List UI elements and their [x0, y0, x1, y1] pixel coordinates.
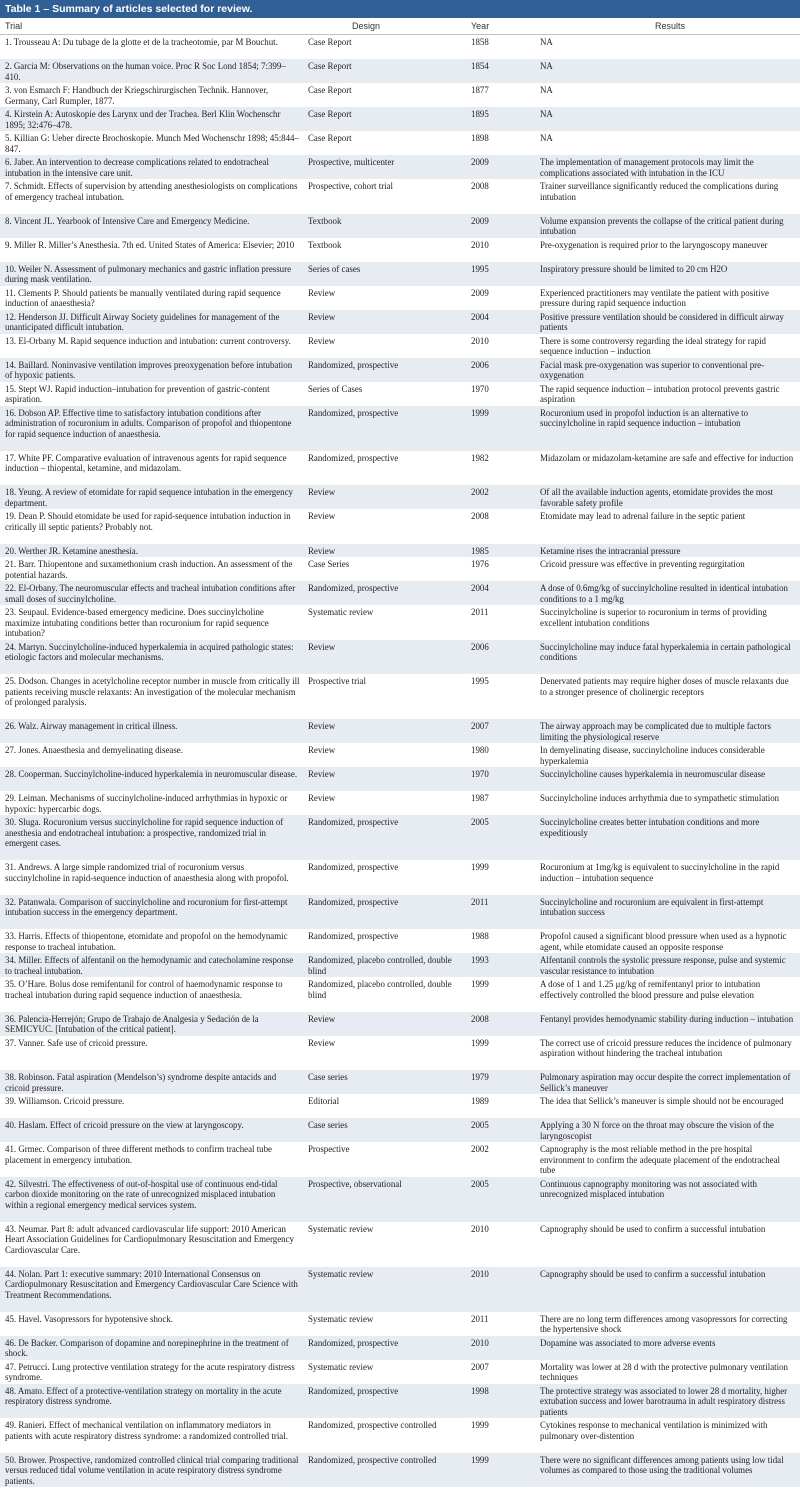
year-cell: 2010 [471, 1268, 489, 1279]
trial-cell: 32. Patanwala. Comparison of succinylcholine and rocuronium for first-attempt intubation success in the emergency department. [5, 896, 288, 917]
table-caption: Table 1 – Summary of articles selected for review. [0, 0, 800, 18]
trial-cell: 25. Dodson. Changes in acetylcholine receptor number in muscle from critically ill patients receiving muscle relaxants: An investigation of the molecular mechanism of prolonged paralysis. [5, 676, 300, 707]
trial-cell: 5. Killian G: Ueber directe Brochoskopie. Munch Med Wochenschr 1898; 45:844–847. [5, 133, 299, 154]
design-cell: Case series [308, 1120, 348, 1130]
table-row [0, 929, 800, 953]
results-cell: NA [540, 85, 553, 95]
design-cell: Case Report [308, 61, 352, 71]
results-cell: A dose of 0.6mg/kg of succinylcholine resulted in identical intubation conditions to a 1 mg/kg [540, 583, 788, 604]
table-row [0, 1118, 800, 1142]
trial-cell: 42. Silvestri. The effectiveness of out-of-hospital use of continuous end-tidal carbon dioxide monitoring on the rate of unrecognized misplaced intubation within a regional emergency medical services system. [5, 1178, 278, 1210]
table-row [0, 860, 800, 895]
design-cell: Prospective, cohort trial [308, 181, 394, 191]
table-row [0, 977, 800, 1012]
design-cell: Randomized, placebo controlled, double blind [308, 979, 452, 1000]
table-row [0, 214, 800, 238]
year-cell: 1999 [471, 979, 489, 989]
table-row [0, 743, 800, 767]
design-cell: Systematic review [308, 607, 374, 617]
results-cell: The implementation of management protocols may limit the complications associated with intubation in the ICU [540, 157, 754, 178]
table-row [0, 953, 800, 977]
trial-cell: 12. Henderson JJ. Difficult Airway Society guidelines for management of the unanticipated difficult intubation. [5, 311, 280, 332]
table-row [0, 131, 800, 155]
column-header-year: Year [471, 21, 490, 31]
trial-cell: 39. Williamson. Cricoid pressure. [5, 1096, 125, 1106]
results-cell: Positive pressure ventilation should be considered in difficult airway patients [540, 311, 784, 332]
table-row [0, 59, 800, 83]
trial-cell: 19. Dean P. Should etomidate be used for rapid-sequence intubation induction in critically ill septic patients? Probably not. [5, 511, 291, 532]
table-row [0, 1384, 800, 1419]
year-cell: 1877 [471, 85, 489, 95]
results-cell: Cytokines response to mechanical ventilation is minimized with pulmonary over-distention [540, 1420, 768, 1441]
year-cell: 2009 [471, 287, 489, 298]
design-cell: Review [308, 311, 336, 322]
column-header-design: Design [352, 21, 381, 31]
design-cell: Review [308, 287, 336, 298]
table-row [0, 815, 800, 860]
results-cell: Capnography is the most reliable method in the pre hospital environment to confirm the adequate placement of the endotracheal tube [540, 1144, 781, 1175]
trial-cell: 43. Neumar. Part 8: adult advanced cardiovascular life support: 2010 American Heart Association Guidelines for Cardiopulmonary Resuscitation and Emergency Cardiovascular Care. [5, 1223, 294, 1255]
results-cell: Mortality was lower at 28 d with the protective pulmonary ventilation techniques [540, 1361, 788, 1382]
results-cell: Midazolam or midazolam-ketamine are safe and effective for induction [540, 452, 794, 463]
results-cell: Ketamine rises the intracranial pressure [540, 545, 681, 556]
design-cell: Systematic review [308, 1223, 374, 1234]
year-cell: 2010 [471, 239, 489, 250]
results-cell: Propofol caused a significant blood pressure when used as a hypnotic agent, while etomidate caused an opposite response [540, 931, 787, 952]
design-cell: Prospective trial [308, 676, 366, 686]
year-cell: 2009 [471, 157, 489, 167]
year-cell: 1999 [471, 1420, 489, 1430]
results-cell: Applying a 30 N force on the throat may obscure the vision of the laryngoscopist [540, 1120, 774, 1141]
design-cell: Review [308, 545, 336, 556]
design-cell: Case series [308, 1072, 348, 1082]
column-header-trial: Trial [5, 21, 23, 31]
trial-cell: 8. Vincent JL. Yearbook of Intensive Care and Emergency Medicine. [5, 215, 250, 226]
design-cell: Randomized, prospective [308, 452, 399, 463]
results-cell: The rapid sequence induction – intubation protocol prevents gastric aspiration [540, 383, 780, 404]
design-cell: Randomized, prospective controlled [308, 1420, 437, 1430]
results-cell: Alfentanil controls the systolic pressure response, pulse and systemic vascular resistance to intubation [540, 955, 786, 976]
results-cell: Inspiratory pressure should be limited to 20 cm H2O [540, 263, 728, 274]
results-cell: Facial mask pre-oxygenation was superior to conventional pre-oxygenation [540, 359, 765, 380]
table-row [0, 895, 800, 930]
trial-cell: 35. O’Hare. Bolus dose remifentanil for control of haemodynamic response to tracheal intubation during rapid sequence induction of anaesthesia. [5, 979, 283, 1000]
year-cell: 2005 [471, 1178, 489, 1189]
trial-cell: 3. von Esmarch F: Handbuch der Kriegschirurgischen Technik. Hannover, Germany, Carl Rumpler, 1877. [5, 85, 269, 106]
design-cell: Prospective [308, 1144, 350, 1154]
trial-cell: 31. Andrews. A large simple randomized trial of rocuronium versus succinylcholine in rapid-sequence induction of anaesthesia along with propofol. [5, 862, 289, 883]
results-cell: There are no long term differences among vasopressors for correcting the hypertensive shock [540, 1313, 788, 1334]
design-cell: Randomized, prospective [308, 583, 399, 593]
trial-cell: 2. Garcia M: Observations on the human voice. Proc R Soc Lond 1854; 7:399–410. [5, 61, 286, 82]
year-cell: 2004 [471, 311, 489, 322]
year-cell: 1998 [471, 1385, 489, 1396]
results-cell: NA [540, 37, 553, 47]
year-cell: 1995 [471, 676, 489, 686]
results-cell: Fentanyl provides hemodynamic stability during induction – intubation [540, 1013, 794, 1024]
design-cell: Randomized, placebo controlled, double blind [308, 955, 452, 976]
design-cell: Review [308, 1037, 336, 1048]
design-cell: Randomized, prospective controlled [308, 1454, 437, 1465]
design-cell: Randomized, prospective [308, 359, 399, 370]
design-cell: Randomized, prospective [308, 1337, 399, 1348]
results-cell: The airway approach may be complicated due to multiple factors limiting the physiological reserve [540, 721, 771, 742]
trial-cell: 27. Jones. Anaesthesia and demyelinating disease. [5, 745, 183, 755]
year-cell: 1970 [471, 769, 489, 779]
trial-cell: 4. Kirstein A: Autoskopie des Larynx und der Trachea. Berl Klin Wochenschr 1895; 32:476–478. [5, 109, 281, 130]
table-row [0, 262, 800, 286]
table-row [0, 358, 800, 382]
year-cell: 1989 [471, 1096, 489, 1106]
year-cell: 2011 [471, 607, 489, 617]
trial-cell: 15. Stept WJ. Rapid induction–intubation for prevention of gastric-content aspiration. [5, 383, 270, 404]
trial-cell: 13. El-Orbany M. Rapid sequence induction and intubation: current controversy. [5, 335, 291, 346]
year-cell: 2008 [471, 181, 489, 191]
results-cell: Continuous capnography monitoring was not associated with unrecognized misplaced intubation [540, 1178, 757, 1199]
year-cell: 1988 [471, 931, 489, 941]
year-cell: 2005 [471, 1120, 489, 1130]
design-cell: Textbook [308, 215, 342, 226]
table-row [0, 581, 800, 605]
trial-cell: 24. Martyn. Succinylcholine-induced hyperkalemia in acquired pathologic states: etiologic factors and molecular mechanisms. [5, 641, 294, 662]
year-cell: 1979 [471, 1072, 489, 1082]
results-cell: NA [540, 61, 553, 71]
design-cell: Randomized, prospective [308, 817, 399, 827]
table-row [0, 382, 800, 406]
trial-cell: 10. Weiler N. Assessment of pulmonary mechanics and gastric inflation pressure during mask ventilation. [5, 263, 292, 284]
year-cell: 2009 [471, 215, 489, 226]
design-cell: Randomized, prospective [308, 1385, 399, 1396]
table-row [0, 451, 800, 486]
table-row [0, 485, 800, 509]
trial-cell: 1. Trousseau A: Du tubage de la glotte et de la tracheotomie, par M Bouchut. [5, 37, 278, 47]
design-cell: Review [308, 487, 336, 497]
table-row [0, 791, 800, 815]
trial-cell: 7. Schmidt. Effects of supervision by attending anesthesiologists on complications of emergency tracheal intubation. [5, 181, 298, 202]
trial-cell: 37. Vanner. Safe use of cricoid pressure. [5, 1037, 148, 1048]
design-cell: Systematic review [308, 1361, 374, 1372]
table-row [0, 640, 800, 675]
trial-cell: 38. Robinson. Fatal aspiration (Mendelson’s) syndrome despite antacids and cricoid pressure. [5, 1072, 277, 1093]
design-cell: Review [308, 745, 336, 755]
trial-cell: 14. Baillard. Noninvasive ventilation improves preoxygenation before intubation of hypoxic patients. [5, 359, 293, 380]
table-row [0, 674, 800, 719]
results-cell: Succinylcholine creates better intubation conditions and more expeditiously [540, 817, 760, 838]
trial-cell: 34. Miller. Effects of alfentanil on the hemodynamic and catecholamine response to tracheal intubation. [5, 955, 294, 976]
table-row [0, 310, 800, 334]
table-row [0, 1336, 800, 1360]
trial-cell: 22. El-Orbany. The neuromuscular effects and tracheal intubation conditions after small doses of succinylcholine. [5, 583, 296, 604]
year-cell: 1999 [471, 407, 489, 418]
table-row [0, 544, 800, 558]
design-cell: Case Report [308, 85, 352, 95]
year-cell: 2010 [471, 1337, 489, 1348]
trial-cell: 49. Ranieri. Effect of mechanical ventilation on inflammatory mediators in patients with acute respiratory distress syndrome: a randomized controlled trial. [5, 1420, 288, 1441]
design-cell: Review [308, 793, 336, 803]
table-row [0, 1222, 800, 1267]
trial-cell: 17. White PF. Comparative evaluation of intravenous agents for rapid sequence induction – thiopental, ketamine, and midazolam. [5, 452, 287, 473]
design-cell: Randomized, prospective [308, 407, 399, 418]
design-cell: Prospective, observational [308, 1178, 402, 1189]
results-cell: Succinylcholine may induce fatal hyperkalemia in certain pathological conditions [540, 641, 791, 662]
design-cell: Review [308, 1013, 336, 1024]
design-cell: Case Report [308, 37, 352, 47]
design-cell: Systematic review [308, 1268, 374, 1279]
design-cell: Randomized, prospective [308, 931, 399, 941]
table-row [0, 1418, 800, 1453]
results-cell: A dose of 1 and 1.25 μg/kg of remifentanyl prior to intubation effectively controlled the blood pressure and pulse elevation [540, 979, 761, 1000]
year-cell: 1898 [471, 133, 489, 143]
table-row [0, 83, 800, 107]
table-row [0, 107, 800, 131]
design-cell: Series of cases [308, 263, 361, 274]
results-cell: The correct use of cricoid pressure reduces the incidence of pulmonary aspiration without hindering the tracheal intubation [540, 1037, 792, 1058]
year-cell: 1854 [471, 61, 489, 71]
design-cell: Review [308, 769, 336, 779]
results-cell: The protective strategy was associated to lower 28 d mortality, higher extubation success and lower barotrauma in adult respiratory distress patients [540, 1385, 788, 1417]
table-row [0, 1012, 800, 1036]
results-cell: Succinylcholine causes hyperkalemia in neuromuscular disease [540, 769, 766, 779]
results-cell: Capnography should be used to confirm a successful intubation [540, 1268, 766, 1279]
column-header-results: Results [655, 21, 686, 31]
trial-cell: 26. Walz. Airway management in critical illness. [5, 721, 178, 731]
design-cell: Editorial [308, 1096, 340, 1106]
results-cell: NA [540, 109, 553, 119]
table-row [0, 1036, 800, 1071]
results-cell: Denervated patients may require higher doses of muscle relaxants due to a stronger presence of cholinergic receptors [540, 676, 789, 697]
trial-cell: 9. Miller R. Miller’s Anesthesia. 7th ed. United States of America: Elsevier; 2010 [5, 239, 295, 250]
table-row [0, 1142, 800, 1177]
trial-cell: 36. Palencia-Herrejón; Grupo de Trabajo de Analgesia y Sedación de la SEMICYUC. [Intubation of the critical patient]. [5, 1013, 259, 1034]
trial-cell: 16. Dobson AP. Effective time to satisfactory intubation conditions after administration of rocuronium in adults. Comparison of propofol and thiopentone for rapid sequence induction of anaesthesia. [5, 407, 292, 439]
trial-cell: 47. Petrucci. Lung protective ventilation strategy for the acute respiratory distress syndrome. [5, 1361, 295, 1382]
year-cell: 1993 [471, 955, 489, 965]
results-cell: The idea that Sellick’s maneuver is simple should not be encouraged [540, 1096, 784, 1106]
trial-cell: 6. Jaber. An intervention to decrease complications related to endotracheal intubation in the intensive care unit. [5, 157, 269, 178]
results-cell: Succinylcholine induces arrhythmia due to sympathetic stimulation [540, 793, 780, 803]
results-cell: Succinylcholine is superior to rocuronium in terms of providing excellent intubation conditions [540, 607, 767, 628]
year-cell: 1980 [471, 745, 489, 755]
table-row [0, 509, 800, 544]
trial-cell: 23. Seupaul. Evidence-based emergency medicine. Does succinylcholine maximize intubating conditions better than rocuronium for rapid sequence intubation? [5, 607, 269, 638]
results-cell: Trainer surveillance significantly reduced the complications during intubation [540, 181, 779, 202]
year-cell: 1970 [471, 383, 489, 394]
design-cell: Randomized, prospective [308, 896, 399, 907]
year-cell: 1995 [471, 263, 489, 274]
results-cell: Rocuronium at 1mg/kg is equivalent to succinylcholine in the rapid induction – intubation sequence [540, 862, 780, 883]
trial-cell: 41. Grmec. Comparison of three different methods to confirm tracheal tube placement in emergency intubation. [5, 1144, 272, 1165]
results-cell: Cricoid pressure was effective in preventing regurgitation [540, 559, 745, 569]
table-row [0, 155, 800, 179]
results-cell: Rocuronium used in propofol induction is an alternative to succinylcholine in rapid sequence induction – intubation [540, 407, 749, 428]
year-cell: 1982 [471, 452, 489, 463]
year-cell: 1987 [471, 793, 489, 803]
table-row [0, 35, 800, 59]
results-cell: Pre-oxygenation is required prior to the laryngoscopy maneuver [540, 239, 768, 250]
results-cell: Dopamine was associated to more adverse events [540, 1337, 716, 1348]
design-cell: Review [308, 511, 336, 521]
table-row [0, 179, 800, 214]
design-cell: Randomized, prospective [308, 862, 399, 872]
year-cell: 1985 [471, 545, 489, 556]
year-cell: 2006 [471, 641, 489, 652]
table-row [0, 334, 800, 358]
year-cell: 2002 [471, 1144, 489, 1154]
trial-cell: 28. Cooperman. Succinylcholine-induced hyperkalemia in neuromuscular disease. [5, 769, 298, 779]
year-cell: 2005 [471, 817, 489, 827]
year-cell: 2010 [471, 335, 489, 346]
year-cell: 1999 [471, 1454, 489, 1465]
results-cell: Capnography should be used to confirm a successful intubation [540, 1223, 766, 1234]
trial-cell: 11. Clements P. Should patients be manually ventilated during rapid sequence induction of anaesthesia? [5, 287, 281, 308]
table-row [0, 767, 800, 791]
year-cell: 2011 [471, 896, 489, 907]
design-cell: Textbook [308, 239, 342, 250]
year-cell: 2007 [471, 721, 489, 731]
trial-cell: 46. De Backer. Comparison of dopamine and norepinephrine in the treatment of shock. [5, 1337, 289, 1358]
results-cell: Of all the available induction agents, etomidate provides the most favorable safety profile [540, 487, 774, 508]
design-cell: Prospective, multicenter [308, 157, 395, 167]
year-cell: 1976 [471, 559, 489, 569]
results-cell: Experienced practitioners may ventilate the patient with positive pressure during rapid sequence induction [540, 287, 769, 308]
design-cell: Review [308, 335, 336, 346]
table-row [0, 406, 800, 451]
trial-cell: 48. Amato. Effect of a protective-ventilation strategy on mortality in the acute respiratory distress syndrome. [5, 1385, 282, 1406]
trial-cell: 33. Harris. Effects of thiopentone, etomidate and propofol on the hemodynamic response to tracheal intubation. [5, 931, 288, 952]
year-cell: 1895 [471, 109, 489, 119]
table-row [0, 1360, 800, 1384]
design-cell: Case Series [308, 559, 350, 569]
results-cell: NA [540, 133, 553, 143]
table-row [0, 719, 800, 743]
trial-cell: 29. Leiman. Mechanisms of succinylcholine-induced arrhythmias in hypoxic or hypoxic: hypercarbic dogs. [5, 793, 288, 814]
trial-cell: 20. Werther JR. Ketamine anesthesia. [5, 545, 138, 556]
year-cell: 2008 [471, 511, 489, 521]
year-cell: 1999 [471, 862, 489, 872]
table-row [0, 286, 800, 310]
trial-cell: 18. Yeung. A review of etomidate for rapid sequence intubation in the emergency department. [5, 487, 293, 508]
table-row [0, 1312, 800, 1336]
design-cell: Review [308, 641, 336, 652]
table-row [0, 1177, 800, 1222]
table-row [0, 1094, 800, 1118]
year-cell: 2011 [471, 1313, 489, 1324]
design-cell: Review [308, 721, 336, 731]
design-cell: Series of Cases [308, 383, 363, 394]
year-cell: 2004 [471, 583, 489, 593]
year-cell: 2008 [471, 1013, 489, 1024]
design-cell: Systematic review [308, 1313, 374, 1324]
year-cell: 2002 [471, 487, 489, 497]
year-cell: 2007 [471, 1361, 489, 1372]
results-cell: Volume expansion prevents the collapse of the critical patient during intubation [540, 215, 784, 236]
design-cell: Case Report [308, 133, 352, 143]
trial-cell: 45. Havel. Vasopressors for hypotensive shock. [5, 1313, 173, 1324]
year-cell: 2006 [471, 359, 489, 370]
table-row [0, 1267, 800, 1312]
table-header [0, 18, 800, 35]
results-cell: Etomidate may lead to adrenal failure in the septic patient [540, 511, 746, 521]
trial-cell: 40. Haslam. Effect of cricoid pressure on the view at laryngoscopy. [5, 1120, 244, 1130]
results-cell: There is some controversy regarding the ideal strategy for rapid sequence induction – induction [540, 335, 766, 356]
table-row [0, 1453, 800, 1488]
results-cell: There were no significant differences among patients using low tidal volumes as compared to those using the traditional volumes [540, 1454, 784, 1475]
design-cell: Case Report [308, 109, 352, 119]
year-cell: 1858 [471, 37, 489, 47]
results-cell: Pulmonary aspiration may occur despite the correct implementation of Sellick’s maneuver [540, 1072, 791, 1093]
year-cell: 2010 [471, 1223, 489, 1234]
table-row [0, 238, 800, 262]
table-row [0, 557, 800, 581]
table-row [0, 1070, 800, 1094]
trial-cell: 30. Sluga. Rocuronium versus succinylcholine for rapid sequence induction of anesthesia and endotracheal intubation: a prospective, randomized trial in emergent cases. [5, 817, 284, 848]
year-cell: 1999 [471, 1037, 489, 1048]
trial-cell: 50. Brower. Prospective, randomized controlled clinical trial comparing traditional versus reduced tidal volume ventilation in acute respiratory distress syndrome patients. [5, 1454, 299, 1486]
results-cell: In demyelinating disease, succinylcholine induces considerable hyperkalemia [540, 745, 765, 766]
trial-cell: 21. Barr. Thiopentone and suxamethonium crash induction. An assessment of the potential hazards. [5, 559, 293, 580]
trial-cell: 44. Nolan. Part 1: executive summary: 2010 International Consensus on Cardiopulmonary Resuscitation and Emergency Cardiovascular Care Science with Treatment Recommendations. [5, 1268, 298, 1300]
table-row [0, 605, 800, 640]
results-cell: Succinylcholine and rocuronium are equivalent in first-attempt intubation success [540, 896, 764, 917]
